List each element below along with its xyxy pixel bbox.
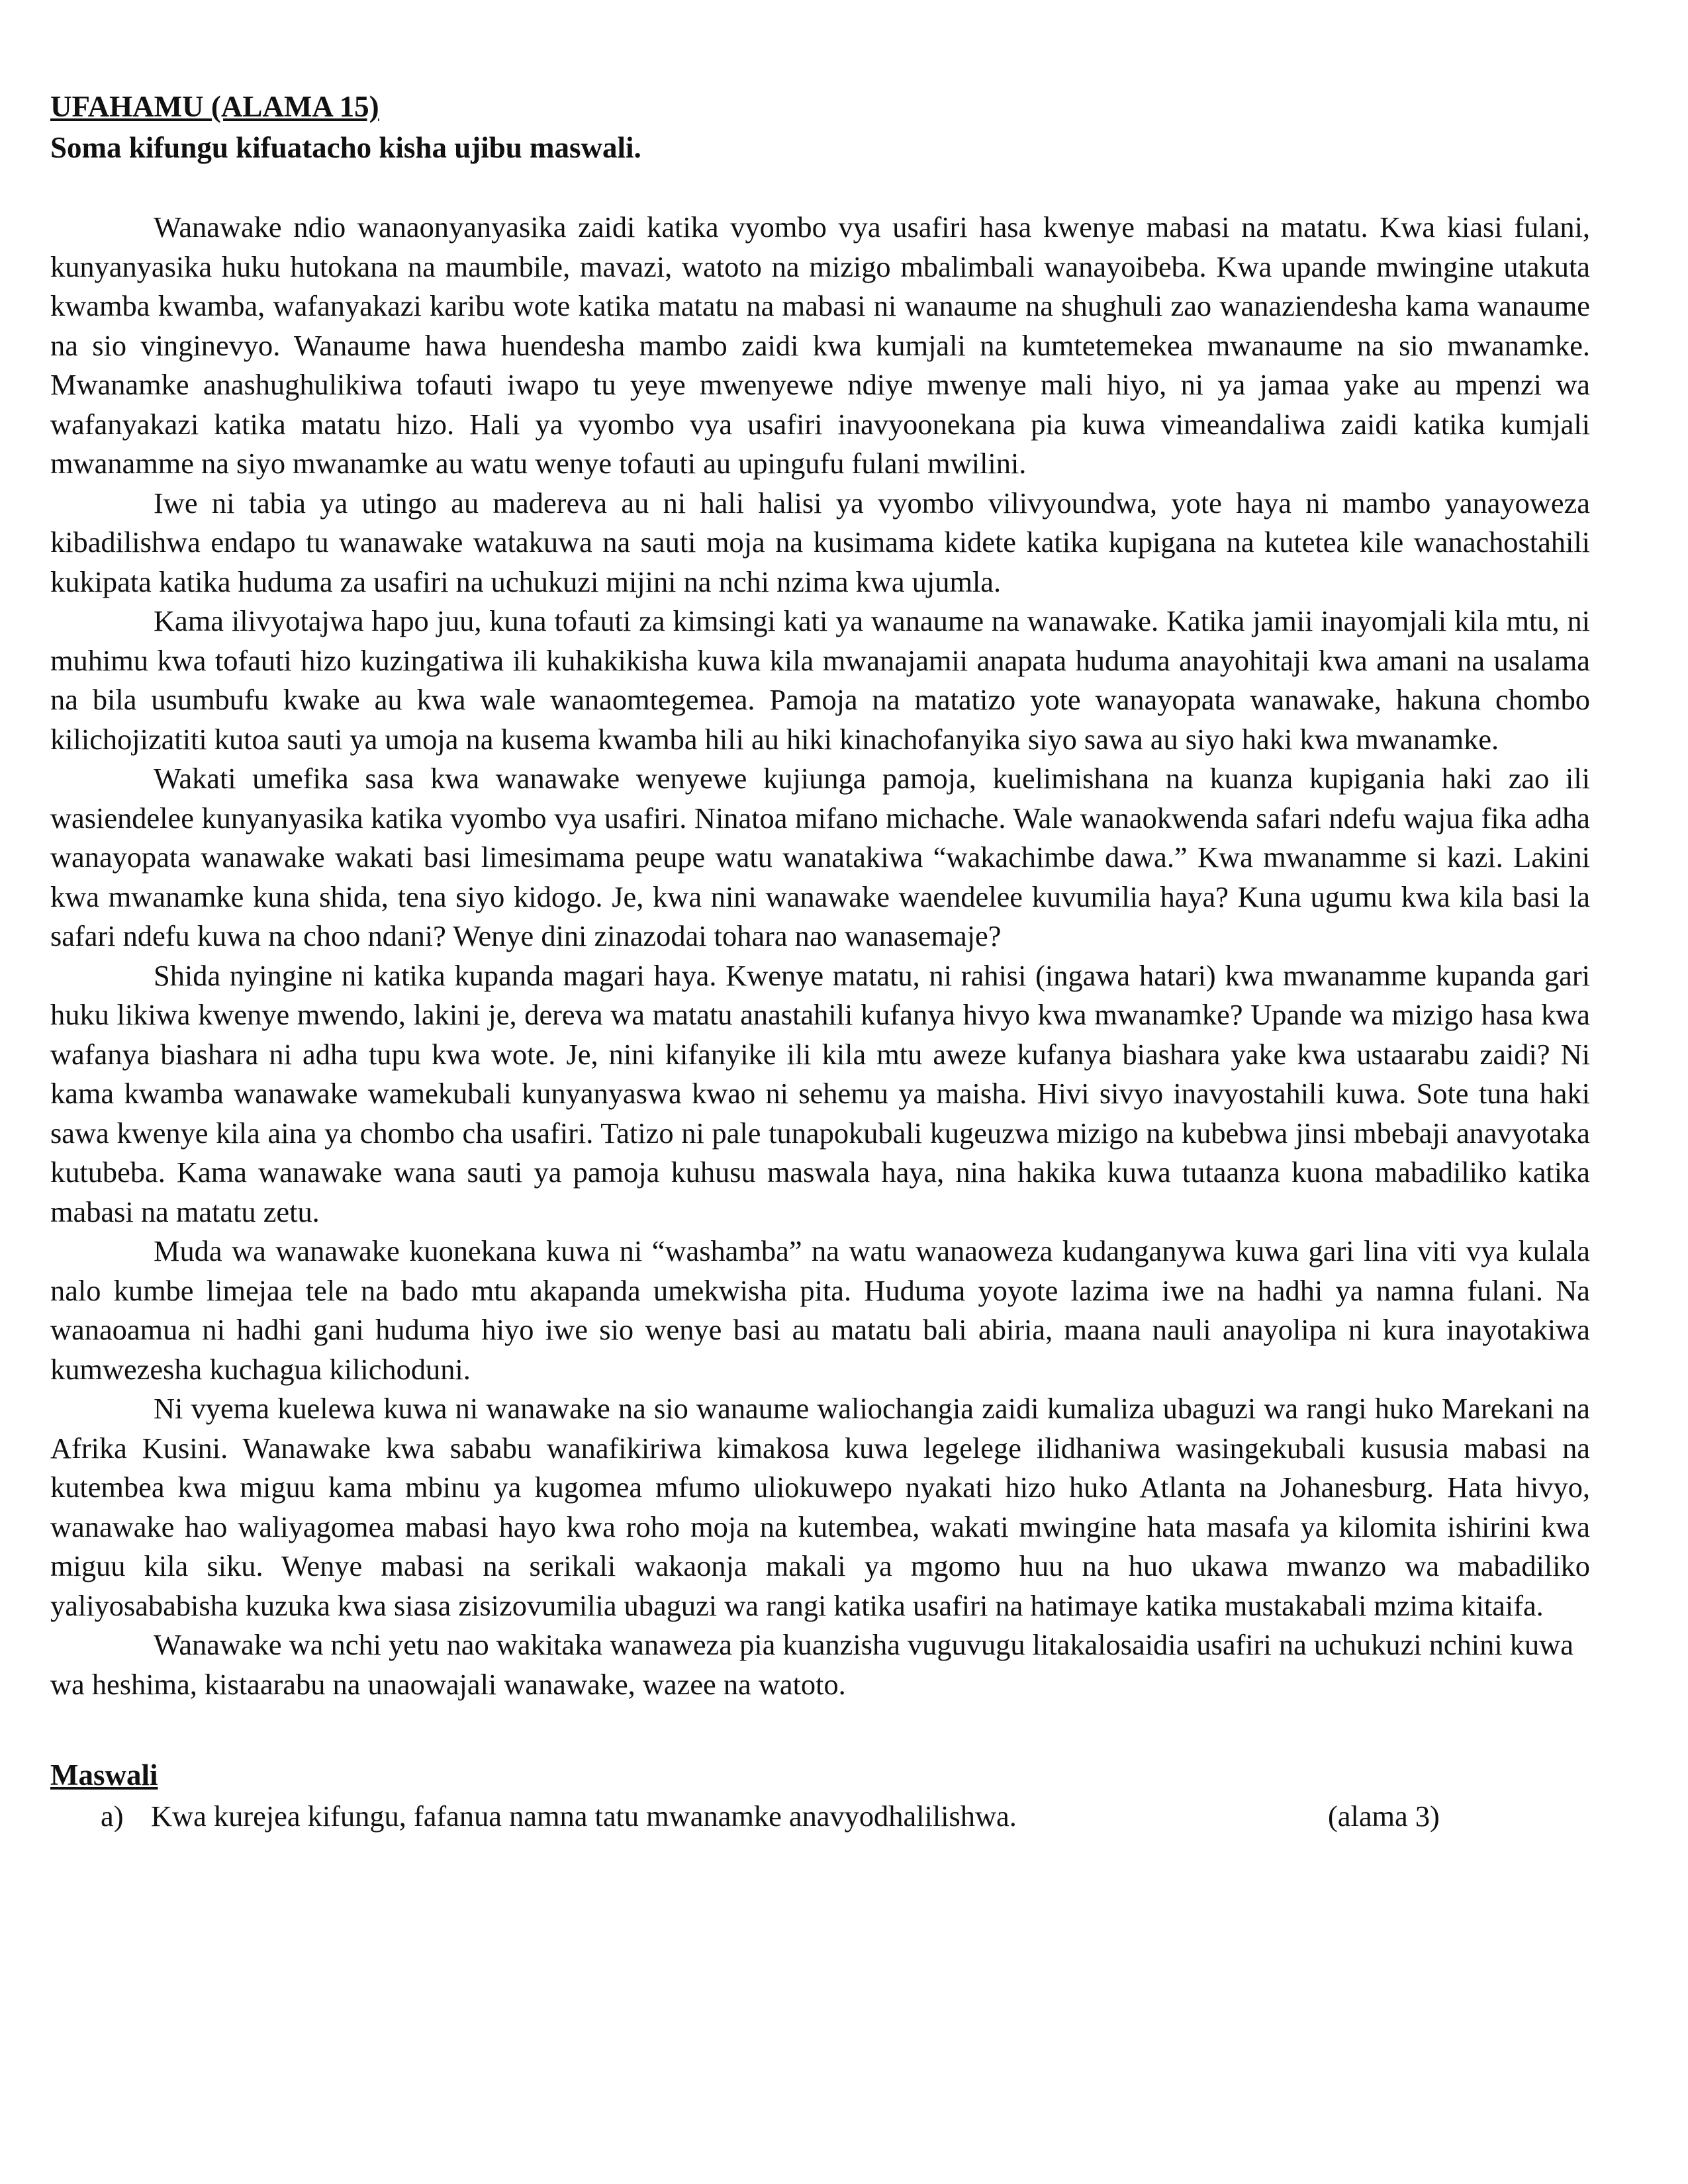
- passage-paragraph-4: Wakati umefika sasa kwa wanawake wenyewe kujiunga pamoja, kuelimishana na kuanza kupigania haki zao ili wasiendelee kunyanyasika katika vyombo vya usafiri. Ninatoa mifano michache. Wale wanaokwenda safari ndefu wajua fika adha wanayopata wanawake wakati basi limesimama peupe watu wanatakiwa “wakachimbe dawa.” Kwa mwanamme si kazi. Lakini kwa mwanamke kuna shida, tena siyo kidogo. Je, kwa nini wanawake waendelee kuvumilia haya? Kuna ugumu kwa kila basi la safari ndefu kuwa na choo ndani? Wenye dini zinazodai tohara nao wanasemaje?: [50, 762, 1590, 952]
- passage-paragraph-3: Kama ilivyotajwa hapo juu, kuna tofauti za kimsingi kati ya wanaume na wanawake. Katika jamii inayomjali kila mtu, ni muhimu kwa tofauti hizo kuzingatiwa ili kuhakikisha kuwa kila mwanajamii anapata huduma anayohitaji kwa amani na usalama na bila usumbufu kwake au kwa wale wanaomtegemea. Pamoja na matatizo yote wanayopata wanawake, hakuna chombo kilichojizatiti kutoa sauti ya umoja na kusema kwamba hili au hiki kinachofanyika siyo sawa au siyo haki kwa mwanamke.: [50, 604, 1590, 756]
- question-marks: (alama 3): [1328, 1799, 1440, 1833]
- section-title: UFAHAMU (ALAMA 15): [50, 90, 379, 123]
- document-page: [50, 86, 1590, 1837]
- passage-paragraph-5: Shida nyingine ni katika kupanda magari haya. Kwenye matatu, ni rahisi (ingawa hatari) kwa mwanamme kupanda gari huku likiwa kwenye mwendo, lakini je, dereva wa matatu anastahili kufanya hivyo kwa mwanamke? Upande wa mizigo hasa kwa wafanya biashara ni adha tupu kwa wote. Je, nini kifanyike ili kila mtu aweze kufanya biashara yake kwa ustaarabu zaidi? Ni kama kwamba wanawake wamekubali kunyanyaswa kwao ni sehemu ya maisha. Hivi sivyo inavyostahili kuwa. Sote tuna haki sawa kwenye kila aina ya chombo cha usafiri. Tatizo ni pale tunapokubali kugeuzwa mizigo na kubebwa jinsi mbebaji anavyotaka kutubeba. Kama wanawake wana sauti ya pamoja kuhusu maswala haya, nina hakika kuwa tutaanza kuona mabadiliko katika mabasi na matatu zetu.: [50, 958, 1590, 1228]
- question-text: Kwa kurejea kifungu, fafanua namna tatu mwanamke anavyodhalilishwa.: [151, 1799, 1017, 1833]
- section-instruction: Soma kifungu kifuatacho kisha ujibu maswali.: [50, 131, 641, 164]
- passage-paragraph-8: Wanawake wa nchi yetu nao wakitaka wanaweza pia kuanzisha vuguvugu litakalosaidia usafiri na uchukuzi nchini kuwa wa heshima, kistaarabu na unaowajali wanawake, wazee na watoto.: [50, 1628, 1573, 1701]
- questions-heading: Maswali: [50, 1758, 158, 1792]
- passage-paragraph-7: Ni vyema kuelewa kuwa ni wanawake na sio wanaume waliochangia zaidi kumaliza ubaguzi wa rangi huko Marekani na Afrika Kusini. Wanawake kwa sababu wanafikiriwa kimakosa kuwa legelege ilidhaniwa wasingekubali kususia mabasi na kutembea kwa miguu kama mbinu ya kugomea mfumo uliokuwepo nyakati hizo huko Atlanta na Johanesburg. Hata hivyo, wanawake hao waliyagomea mabasi hayo kwa roho moja na kutembea, wakati mwingine hata masafa ya kilomita ishirini kwa miguu kila siku. Wenye mabasi na serikali wakaonja makali ya mgomo huu na huo ukawa mwanzo wa mabadiliko yaliyosababisha kuzuka kwa siasa zisizovumilia ubaguzi wa rangi katika usafiri na hatimaye katika mustakabali mzima kitaifa.: [50, 1392, 1590, 1622]
- passage-paragraph-6: Muda wa wanawake kuonekana kuwa ni “washamba” na watu wanaoweza kudanganywa kuwa gari lina viti vya kulala nalo kumbe limejaa tele na bado mtu akapanda umekwisha pita. Huduma yoyote lazima iwe na hadhi ya namna fulani. Na wanaoamua ni hadhi gani huduma hiyo iwe sio wenye basi au matatu bali abiria, maana nauli anayolipa ni kura inayotakiwa kumwezesha kuchagua kilichoduni.: [50, 1234, 1590, 1386]
- passage-paragraph-1: Wanawake ndio wanaonyanyasika zaidi katika vyombo vya usafiri hasa kwenye mabasi na matatu. Kwa kiasi fulani, kunyanyasika huku hutokana na maumbile, mavazi, watoto na mizigo mbalimbali wanayoibeba. Kwa upande mwingine utakuta kwamba kwamba, wafanyakazi karibu wote katika matatu na mabasi ni wanaume na shughuli zao wanaziendesha kama wanaume na sio vinginevyo. Wanaume hawa huendesha mambo zaidi kwa kumjali na kumtetemekea mwanaume na sio mwanamke. Mwanamke anashughulikiwa tofauti iwapo tu yeye mwenyewe ndiye mwenye mali hiyo, ni ya jamaa yake au mpenzi wa wafanyakazi katika matatu hizo. Hali ya vyombo vya usafiri inavyoonekana pia kuwa vimeandaliwa zaidi katika kumjali mwanamme na siyo mwanamke au watu wenye tofauti au upingufu fulani mwilini.: [50, 210, 1590, 480]
- question-item: [50, 1796, 1590, 1837]
- passage-paragraph-2: Iwe ni tabia ya utingo au madereva au ni hali halisi ya vyombo vilivyoundwa, yote haya ni mambo yanayoweza kibadilishwa endapo tu wanawake watakuwa na sauti moja na kusimama kidete katika kupigana na kutetea kile wanachostahili kukipata katika huduma za usafiri na uchukuzi mijini na nchi nzima kwa ujumla.: [50, 486, 1590, 598]
- question-letter: a): [101, 1799, 124, 1833]
- passage: [50, 208, 1590, 1704]
